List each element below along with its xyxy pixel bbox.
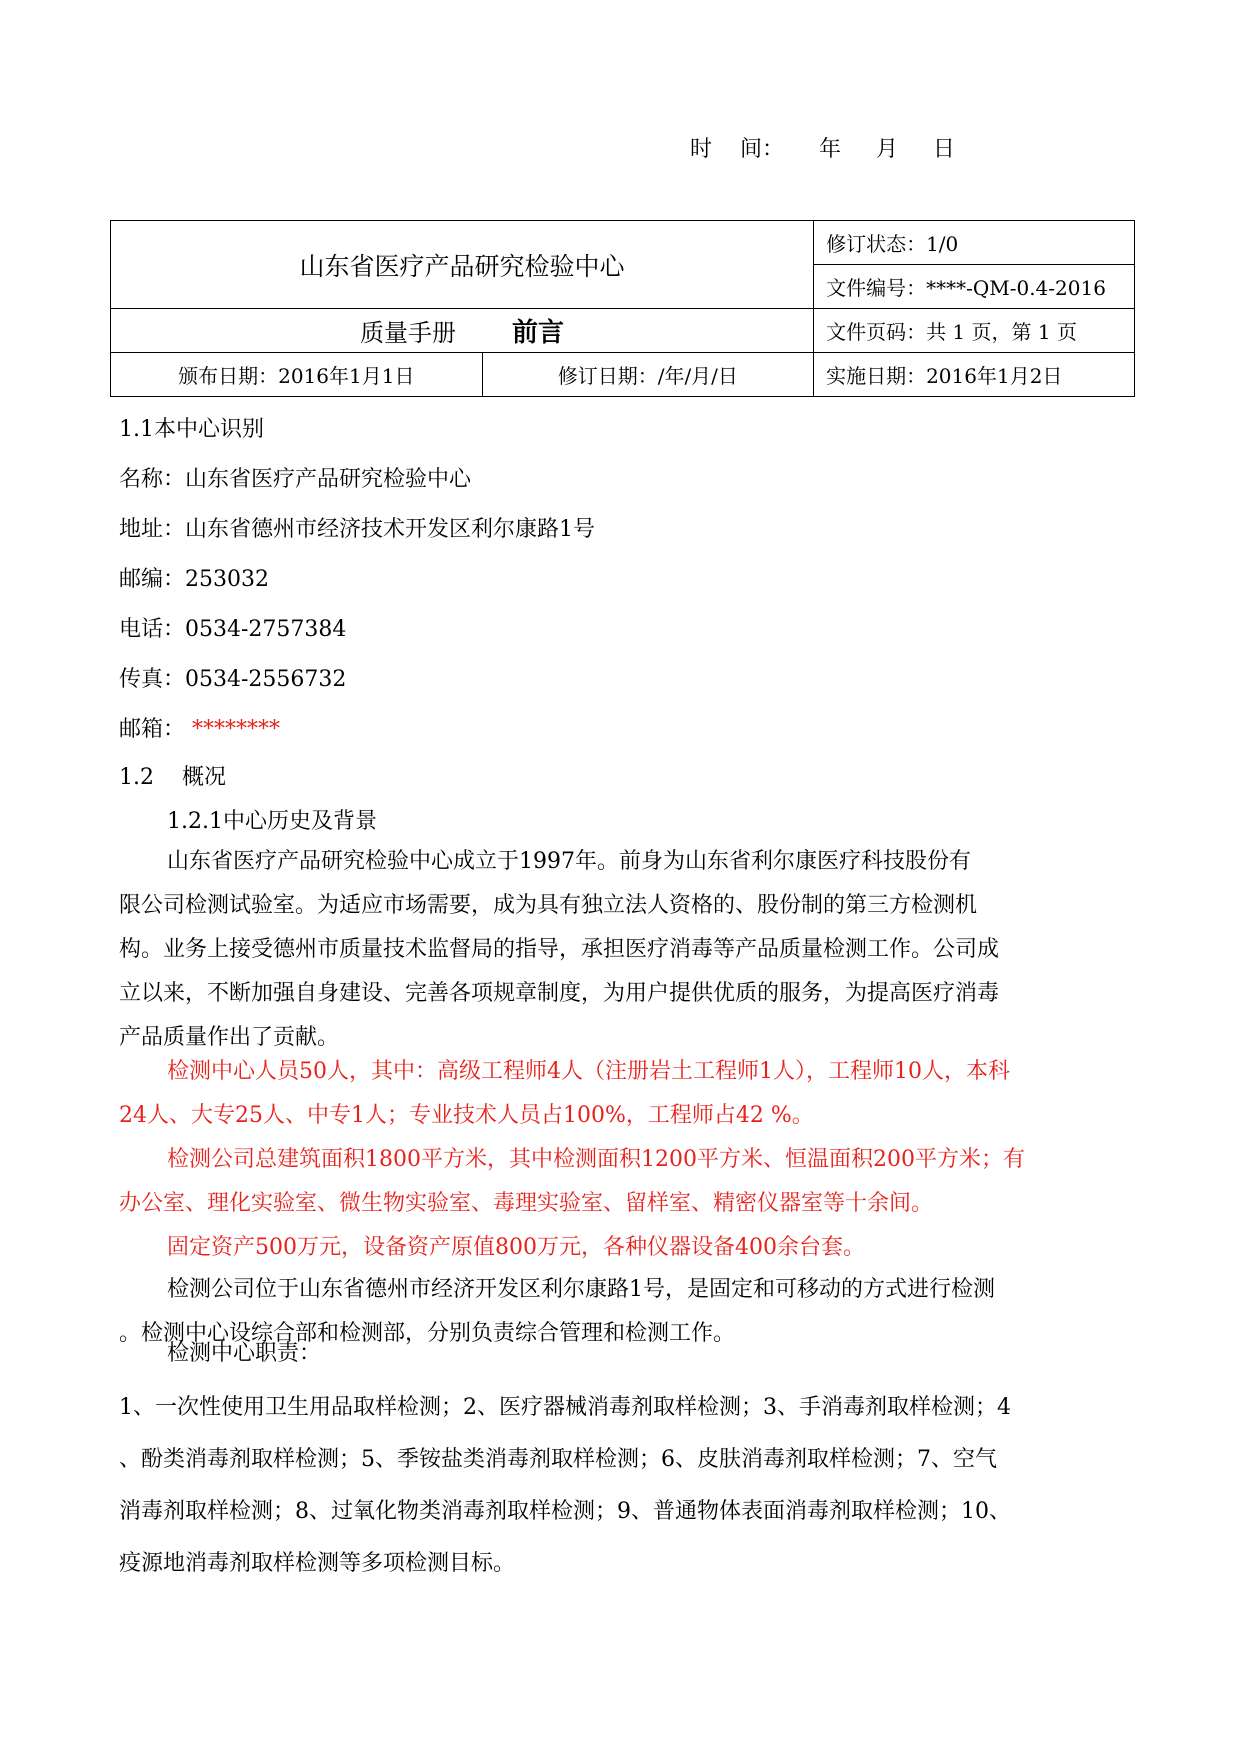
revision-date: 修订日期：/年/月/日 bbox=[482, 353, 814, 397]
history-line: 构。业务上接受德州市质量技术监督局的指导，承担医疗消毒等产品质量检测工作。公司成 bbox=[119, 937, 1000, 962]
page-info: 文件页码：共 1 页，第 1 页 bbox=[814, 309, 1135, 353]
staff-paragraph bbox=[119, 1050, 1124, 1138]
duties-heading-block bbox=[119, 1332, 1124, 1376]
area-line: 检测公司总建筑面积1800平方米，其中检测面积1200平方米、恒温面积200平方米；有 bbox=[167, 1147, 1025, 1172]
center-postcode: 邮编：253032 bbox=[119, 567, 269, 592]
organization-name: 山东省医疗产品研究检验中心 bbox=[111, 221, 814, 309]
assets-paragraph bbox=[119, 1226, 1124, 1270]
duties-line: 1、一次性使用卫生用品取样检测；2、医疗器械消毒剂取样检测；3、手消毒剂取样检测；4 bbox=[119, 1395, 1011, 1420]
section-1-2-1-heading: 1.2.1中心历史及背景 bbox=[167, 809, 377, 834]
history-line: 山东省医疗产品研究检验中心成立于1997年。前身为山东省利尔康医疗科技股份有 bbox=[167, 849, 971, 874]
location-line: 检测公司位于山东省德州市经济开发区利尔康路1号，是固定和可移动的方式进行检测 bbox=[167, 1277, 995, 1302]
manual-title-cell bbox=[111, 309, 814, 353]
center-email bbox=[119, 712, 280, 743]
history-line: 限公司检测试验室。为适应市场需要，成为具有独立法人资格的、股份制的第三方检测机 bbox=[119, 893, 978, 918]
date-month: 月 bbox=[875, 137, 898, 162]
section-title: 前言 bbox=[512, 318, 565, 348]
date-year: 年 bbox=[818, 137, 841, 162]
area-line: 办公室、理化实验室、微生物实验室、毒理实验室、留样室、精密仪器室等十余间。 bbox=[119, 1191, 934, 1216]
center-address: 地址：山东省德州市经济技术开发区利尔康路1号 bbox=[119, 517, 595, 542]
history-line: 产品质量作出了贡献。 bbox=[119, 1025, 340, 1050]
section-1-2-heading: 1.2 概况 bbox=[119, 765, 226, 790]
duties-heading: 检测中心职责： bbox=[167, 1341, 322, 1366]
location-line: 。检测中心设综合部和检测部，分别负责综合管理和检测工作。 bbox=[119, 1321, 736, 1346]
history-line: 立以来，不断加强自身建设、完善各项规章制度，为用户提供优质的服务，为提高医疗消毒 bbox=[119, 981, 1000, 1006]
history-paragraph bbox=[119, 840, 1124, 1060]
document-header-table bbox=[110, 220, 1135, 397]
duties-line: 消毒剂取样检测；8、过氧化物类消毒剂取样检测；9、普通物体表面消毒剂取样检测；10、 bbox=[119, 1499, 1011, 1524]
date-label: 时 间： bbox=[690, 137, 784, 162]
duties-line: 、酚类消毒剂取样检测；5、季铵盐类消毒剂取样检测；6、皮肤消毒剂取样检测；7、空气 bbox=[119, 1447, 997, 1472]
staff-line: 检测中心人员50人，其中：高级工程师4人（注册岩土工程师1人），工程师10人，本科 bbox=[167, 1059, 1010, 1084]
date-day: 日 bbox=[932, 137, 955, 162]
staff-line: 24人、大专25人、中专1人；专业技术人员占100%，工程师占42 %。 bbox=[119, 1103, 814, 1128]
section-1-1-heading: 1.1本中心识别 bbox=[119, 417, 264, 442]
center-name: 名称：山东省医疗产品研究检验中心 bbox=[119, 467, 472, 492]
center-fax: 传真：0534-2556732 bbox=[119, 667, 347, 692]
manual-label: 质量手册 bbox=[360, 319, 457, 347]
effective-date: 实施日期：2016年1月2日 bbox=[814, 353, 1135, 397]
email-label: 邮箱： bbox=[119, 717, 186, 742]
email-value: ******** bbox=[192, 717, 281, 742]
duties-line: 疫源地消毒剂取样检测等多项检测目标。 bbox=[119, 1551, 516, 1576]
date-line bbox=[690, 132, 955, 163]
duties-paragraph bbox=[119, 1382, 1124, 1590]
assets-line: 固定资产500万元，设备资产原值800万元，各种仪器设备400余台套。 bbox=[167, 1235, 865, 1260]
issue-date: 颁布日期：2016年1月1日 bbox=[111, 353, 483, 397]
revision-status: 修订状态：1/0 bbox=[814, 221, 1135, 265]
area-paragraph bbox=[119, 1138, 1124, 1226]
document-number: 文件编号：****-QM-0.4-2016 bbox=[814, 265, 1135, 309]
center-phone: 电话：0534-2757384 bbox=[119, 617, 347, 642]
